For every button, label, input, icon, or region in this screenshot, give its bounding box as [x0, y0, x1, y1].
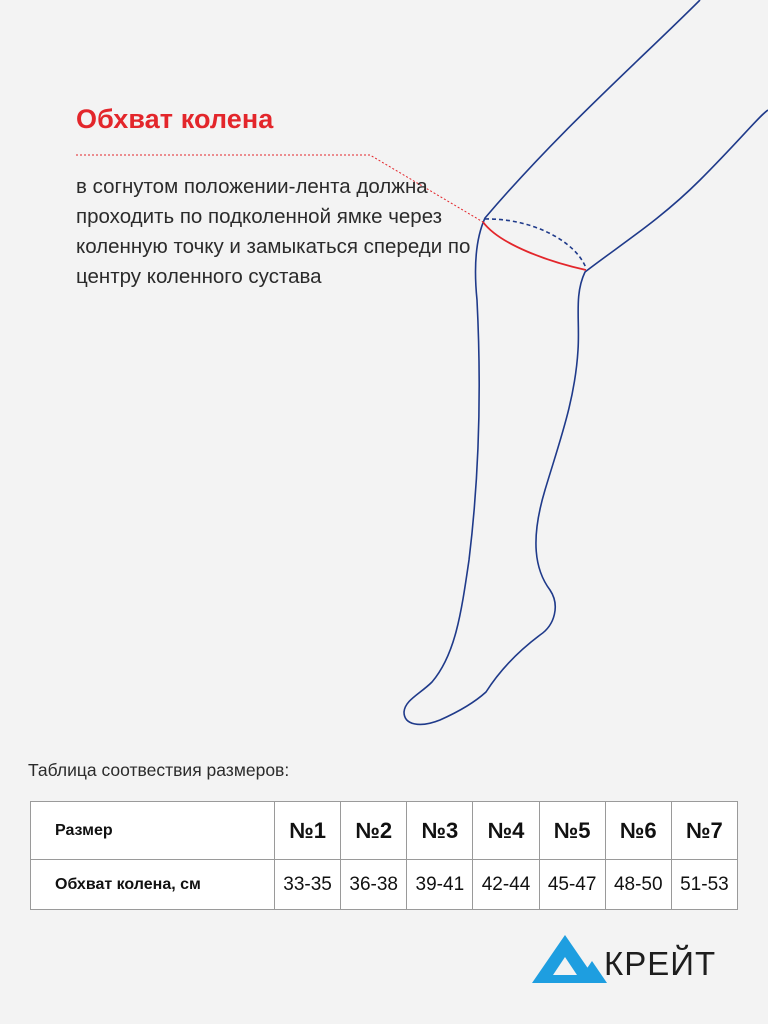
girth-cell: 36-38	[341, 860, 407, 910]
knee-measure-back	[485, 219, 586, 268]
leg-outline	[404, 0, 768, 724]
size-cell: №5	[539, 802, 605, 860]
girth-cell: 33-35	[275, 860, 341, 910]
size-cell: №6	[605, 802, 671, 860]
brand-name: КРЕЙТ	[604, 945, 717, 982]
girth-cell: 51-53	[671, 860, 737, 910]
size-cell: №3	[407, 802, 473, 860]
measurement-instructions: в согнутом положении-лента должна проходить по подколенной ямке через коленную точку и замыкаться спереди по центру коленного сустава	[76, 175, 471, 288]
size-cell: №4	[473, 802, 539, 860]
girth-row	[31, 860, 738, 910]
size-table	[30, 801, 738, 910]
size-row-label: Размер	[31, 802, 275, 860]
size-cell: №1	[275, 802, 341, 860]
table-caption: Таблица соотвествия размеров:	[28, 760, 290, 780]
knee-measure-front	[483, 222, 586, 270]
girth-cell: 39-41	[407, 860, 473, 910]
girth-cell: 48-50	[605, 860, 671, 910]
size-row	[31, 802, 738, 860]
girth-cell: 42-44	[473, 860, 539, 910]
page-title: Обхват колена	[76, 104, 274, 134]
girth-row-label: Обхват колена, см	[31, 860, 275, 910]
size-cell: №7	[671, 802, 737, 860]
size-cell: №2	[341, 802, 407, 860]
girth-cell: 45-47	[539, 860, 605, 910]
